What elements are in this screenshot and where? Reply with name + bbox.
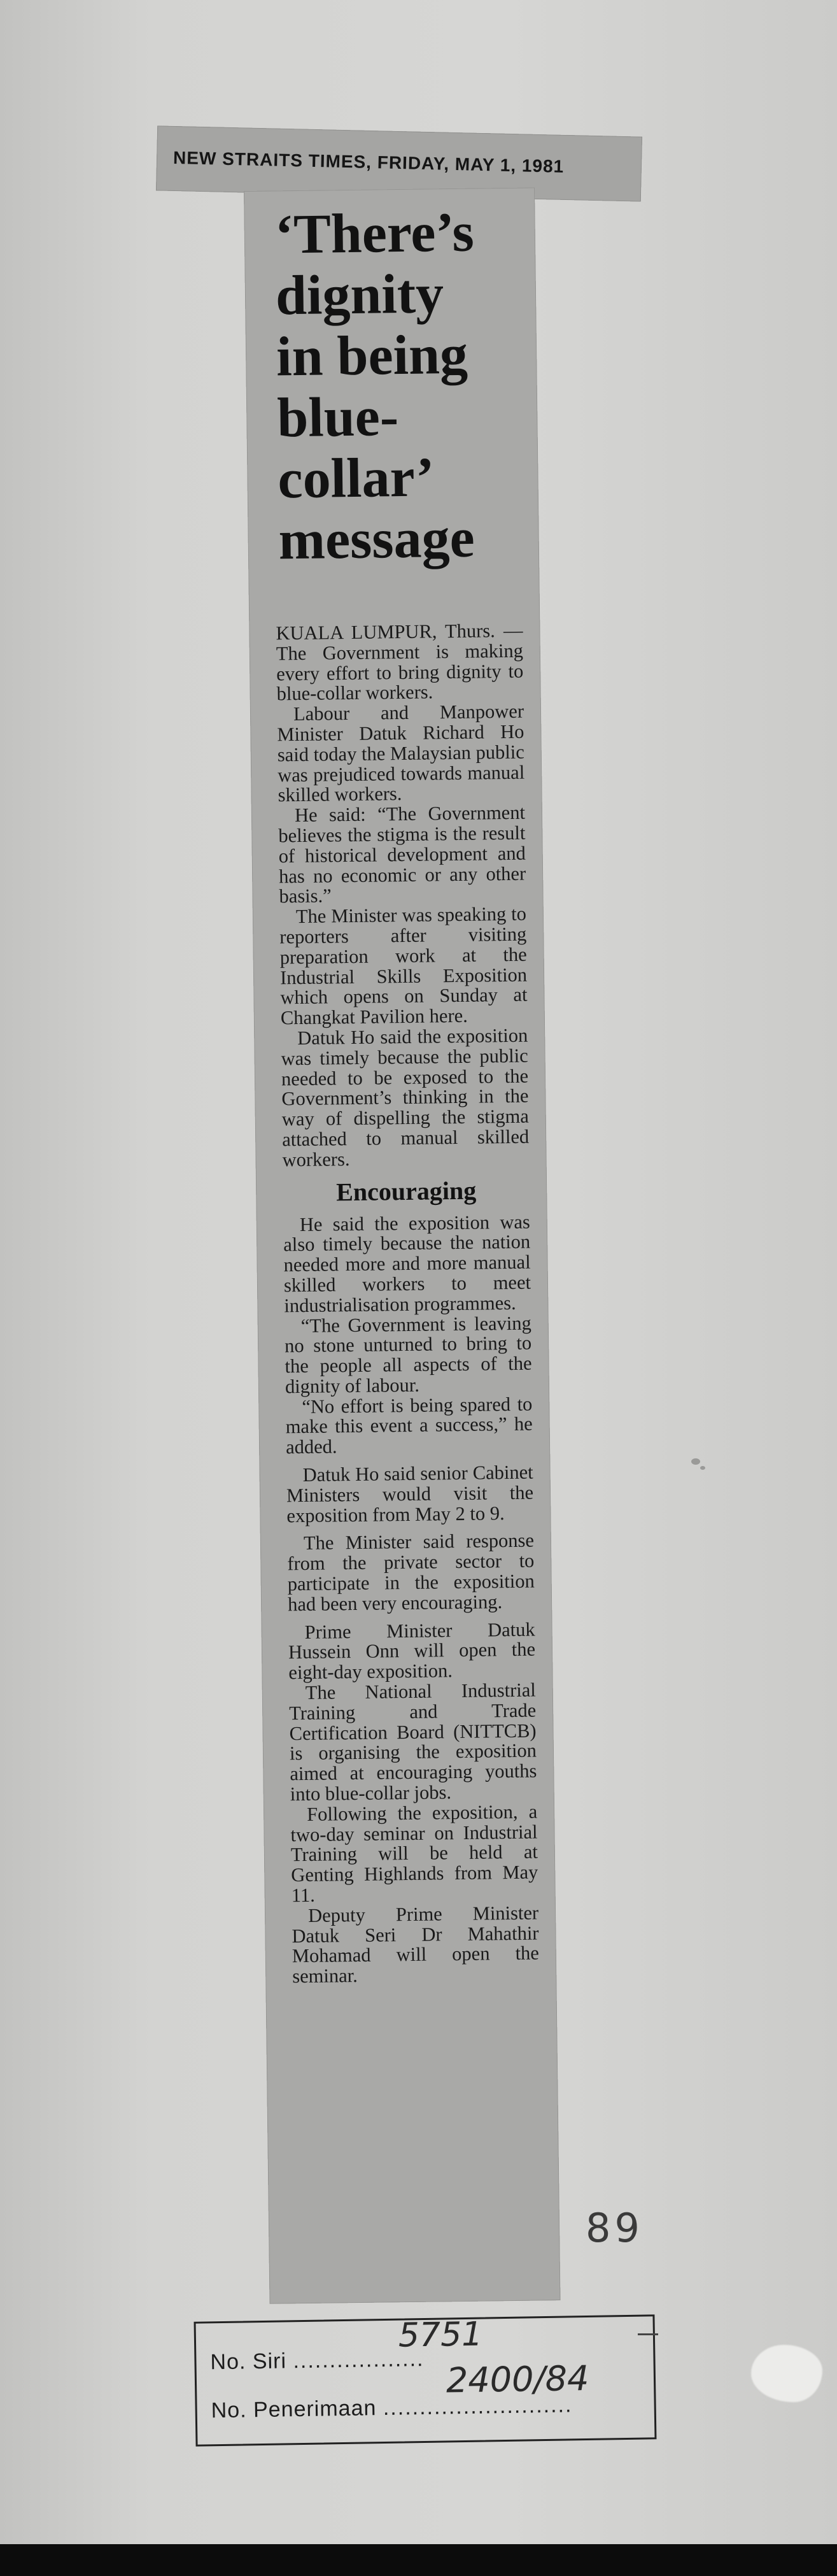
article-paragraph: The Minister was speaking to reporters after visiting preparation work at the Industrial Skills Exposition which opens on Sunday at Changkat Pavilion here.: [279, 902, 528, 1029]
article-paragraph: Labour and Manpower Minister Datuk Richard Ho said today the Malaysian public was prejudiced towards manual skilled workers.: [277, 700, 525, 806]
headline-line: message: [278, 507, 475, 572]
article-paragraph: “The Government is leaving no stone unturned to bring to the people all aspects of the dignity of labour.: [284, 1312, 532, 1398]
article-body: [276, 621, 539, 1988]
article-paragraph: “No effort is being spared to make this event a success,” he added.: [285, 1393, 533, 1458]
article-paragraph: He said: “The Government believes the stigma is the result of historical development and has no economic or any other basis.”: [278, 801, 526, 907]
headline-line: in being: [276, 324, 468, 388]
article-headline: [274, 202, 533, 572]
headline-line: blue-: [276, 386, 399, 450]
article-paragraph: Datuk Ho said senior Cabinet Ministers would visit the exposition from May 2 to 9.: [286, 1461, 534, 1527]
stamp-penerimaan-dots: ..........................: [383, 2393, 573, 2421]
article-paragraph: Following the exposition, a two-day seminar on Industrial Training will be held at Genting Highlands from May 11.: [290, 1800, 538, 1907]
article-paragraph: Deputy Prime Minister Datuk Seri Dr Mahathir Mohamad will open the seminar.: [292, 1902, 540, 1988]
stamp-penerimaan-handwritten-value: 2400/84: [446, 2358, 589, 2401]
headline-line: ‘There’s: [274, 201, 475, 266]
article-paragraph: Datuk Ho said the exposition was timely because the public needed to be exposed to the Government’s thinking in the way of dispelling the stigma attached to manual skilled workers.: [281, 1024, 530, 1171]
stamp-siri-label: No. Siri: [210, 2349, 287, 2375]
article-subhead: Encouraging: [335, 1176, 477, 1206]
article-paragraph: The Minister said response from the private sector to participate in the exposition had been very encouraging.: [287, 1530, 535, 1616]
archive-stamp: [194, 2314, 657, 2446]
headline-line: dignity: [275, 263, 444, 327]
stamp-siri-row: [210, 2347, 425, 2375]
paper-speck: [700, 1466, 705, 1470]
paper-speck: [691, 1458, 700, 1465]
margin-page-number: 89: [586, 2205, 644, 2251]
masthead-dateline: NEW STRAITS TIMES, FRIDAY, MAY 1, 1981: [172, 147, 565, 176]
newspaper-clipping: [244, 187, 561, 2303]
stamp-siri-handwritten-value: 5751: [398, 2315, 483, 2355]
stamp-siri-dots: ..................: [293, 2347, 425, 2373]
article-paragraph: Prime Minister Datuk Hussein Onn will open the eight-day exposition.: [288, 1618, 536, 1684]
article-paragraph: The National Industrial Training and Trade Certification Board (NITTCB) is organising the exposition aimed at encouraging youths into blue-collar jobs.: [288, 1679, 537, 1805]
pencil-dash-mark: [638, 2333, 658, 2335]
headline-line: collar’: [277, 446, 435, 511]
article-paragraph: He said the exposition was also timely because the nation needed more and more manual skilled workers to meet industrialisation programmes.: [283, 1211, 531, 1317]
stamp-penerimaan-label: No. Penerimaan: [211, 2396, 377, 2423]
scan-bottom-edge: [0, 2544, 837, 2576]
article-paragraph: KUALA LUMPUR, Thurs. — The Government is making every effort to bring dignity to blue-collar workers.: [276, 619, 524, 705]
